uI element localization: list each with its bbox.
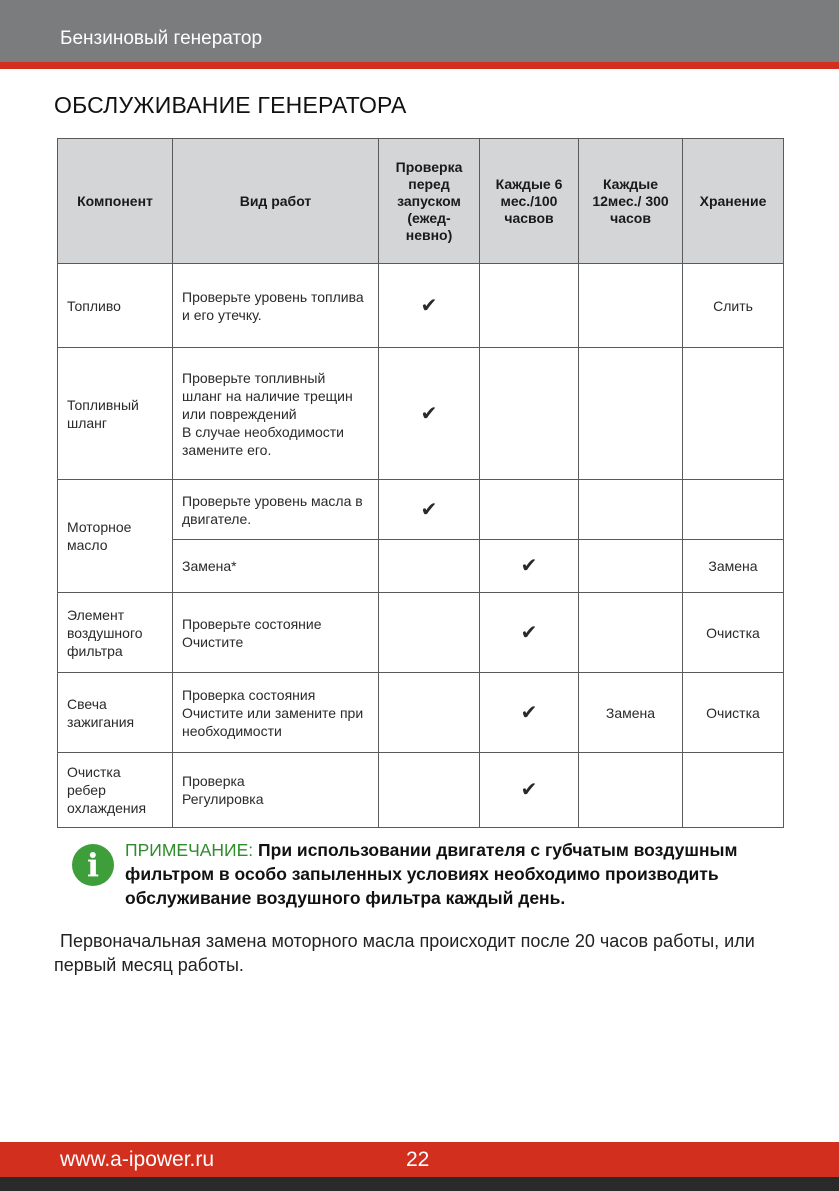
page-footer	[0, 1142, 839, 1177]
cell-empty	[379, 673, 480, 753]
cell-component: Свеча зажигания	[58, 673, 173, 753]
cell-empty	[683, 753, 784, 828]
table-row	[58, 753, 784, 828]
work-line: Проверка	[182, 773, 245, 789]
check-mark-icon: ✔	[480, 673, 579, 753]
footer-bottom-strip	[0, 1177, 839, 1191]
cell-storage: Очистка	[683, 673, 784, 753]
check-mark-icon: ✔	[480, 593, 579, 673]
header-accent-line	[0, 62, 839, 69]
header-component: Компонент	[58, 139, 173, 264]
cell-empty	[480, 264, 579, 348]
table-row	[58, 593, 784, 673]
table-row	[58, 348, 784, 480]
cell-empty	[579, 753, 683, 828]
work-line: Очистите или замените при необходимости	[182, 704, 364, 739]
work-line: В случае необходимости замените его.	[182, 423, 344, 458]
check-mark-icon: ✔	[480, 753, 579, 828]
cell-empty	[379, 753, 480, 828]
header-six-months: Каждые 6 мес./100 часвов	[480, 139, 579, 264]
table-row	[58, 264, 784, 348]
table-header-row	[58, 139, 784, 264]
page-number: 22	[406, 1148, 430, 1171]
cell-empty	[683, 480, 784, 540]
header-storage: Хранение	[683, 139, 784, 264]
table-row	[58, 480, 784, 540]
work-line: Очистите	[182, 633, 244, 650]
cell-empty	[683, 348, 784, 480]
check-mark-icon: ✔	[480, 540, 579, 593]
note-text-block	[125, 838, 785, 910]
note-text: При использовании двигателя с губчатым воздушным фильтром в особо запыленных условиях необходимо производить обслуживание воздушного фильтра каждый день.	[125, 840, 738, 908]
table-row	[58, 673, 784, 753]
cell-component: Топливный шланг	[58, 348, 173, 480]
header-pre-check: Проверка перед запуском (ежед-невно)	[379, 139, 480, 264]
check-mark-icon: ✔	[379, 264, 480, 348]
cell-empty	[579, 480, 683, 540]
cell-component: Элемент воздушного фильтра	[58, 593, 173, 673]
cell-empty	[379, 593, 480, 673]
cell-empty	[480, 480, 579, 540]
work-line: Регулировка	[182, 791, 264, 807]
header-title: Бензиновый генератор	[60, 28, 263, 49]
page-header	[0, 0, 839, 62]
cell-empty	[579, 540, 683, 593]
note-block	[72, 838, 772, 918]
note-label: ПРИМЕЧАНИЕ:	[125, 840, 254, 860]
work-line: Проверьте состояние	[182, 615, 322, 632]
cell-storage: Очистка	[683, 593, 784, 673]
page-title: ОБСЛУЖИВАНИЕ ГЕНЕРАТОРА	[54, 92, 407, 118]
oil-change-paragraph: Первоначальная замена моторного масла происходит после 20 часов работы, или первый месяц работы.	[54, 931, 755, 975]
cell-empty	[579, 348, 683, 480]
cell-component: Очистка ребер охлаждения	[58, 753, 173, 828]
cell-work	[173, 753, 379, 828]
cell-work	[173, 348, 379, 480]
cell-twelve-months: Замена	[579, 673, 683, 753]
cell-work: Замена*	[173, 540, 379, 593]
work-line: Проверьте топливный шланг на наличие трещин или повреждений	[182, 369, 353, 422]
cell-empty	[579, 593, 683, 673]
cell-component: Моторное масло	[58, 480, 173, 593]
cell-work	[173, 593, 379, 673]
cell-empty	[579, 264, 683, 348]
cell-storage: Замена	[683, 540, 784, 593]
footer-site-link[interactable]: www.a-ipower.ru	[60, 1148, 215, 1171]
cell-empty	[480, 348, 579, 480]
check-mark-icon: ✔	[379, 480, 480, 540]
cell-work: Проверьте уровень топлива и его утечку.	[173, 264, 379, 348]
cell-work	[173, 673, 379, 753]
maintenance-table	[57, 138, 784, 828]
info-icon: i	[72, 844, 114, 886]
cell-component: Топливо	[58, 264, 173, 348]
check-mark-icon: ✔	[379, 348, 480, 480]
cell-storage: Слить	[683, 264, 784, 348]
cell-work: Проверьте уровень масла в двигателе.	[173, 480, 379, 540]
header-twelve-months: Каждые 12мес./ 300 часов	[579, 139, 683, 264]
work-line: Проверка состояния	[182, 686, 316, 703]
cell-empty	[379, 540, 480, 593]
header-work: Вид работ	[173, 139, 379, 264]
